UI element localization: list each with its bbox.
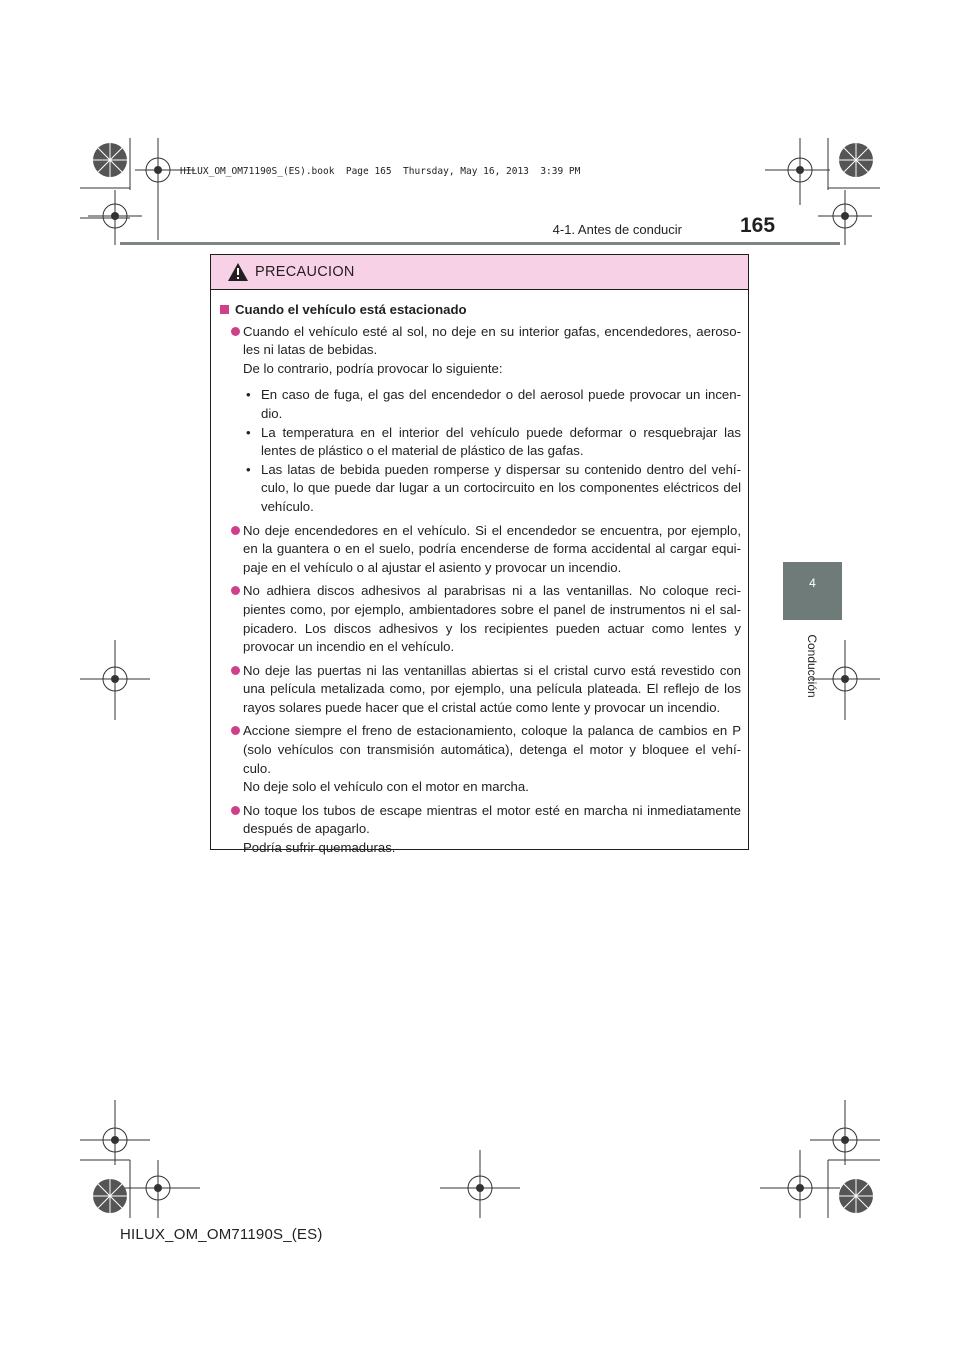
caution-subheading <box>220 301 741 320</box>
book-file-info: HILUX_OM_OM71190S_(ES).book Page 165 Thursday, May 16, 2013 3:39 PM <box>180 166 581 177</box>
caution-box <box>210 254 749 856</box>
caution-body <box>211 290 748 858</box>
sub-list-item: • En caso de fuga, el gas del encendedor o del aerosol puede provocar un incen- dio. <box>246 387 741 421</box>
chapter-tab <box>783 562 842 620</box>
caution-item <box>220 802 741 858</box>
caution-item <box>220 662 741 718</box>
chapter-number: 4 <box>809 576 816 590</box>
item-text: No deje encendedores en el vehículo. Si el encendedor se encuentra, por ejemplo, en la guantera o en el suelo, podría encenderse de forma accidental al cargar equi- paje en el vehículo o al ajustar el asiento y provocar un incendio. <box>243 522 741 575</box>
item-text: Accione siempre el freno de estacionamiento, coloque la palanca de cambios en P (solo vehículos con transmisión automática), detenga el motor y bloquee el vehí- culo. <box>243 723 741 776</box>
caution-header <box>211 255 748 290</box>
caution-item <box>220 323 741 517</box>
subheading-text: Cuando el vehículo está estacionado <box>235 302 467 317</box>
page-number: 165 <box>740 214 776 237</box>
round-bullet-icon <box>231 666 240 675</box>
warning-triangle-icon <box>227 262 249 282</box>
round-bullet-icon <box>231 806 240 815</box>
header-rule <box>120 242 840 245</box>
section-title: 4-1. Antes de conducir <box>552 222 682 237</box>
round-bullet-icon <box>231 726 240 735</box>
chapter-label: Conducción <box>805 634 819 698</box>
caution-item <box>220 522 741 578</box>
item-text: No toque los tubos de escape mientras el motor esté en marcha ni inmediatamente después de apagarlo. <box>243 802 741 837</box>
item-text: Podría sufrir quemaduras. <box>243 840 396 856</box>
item-text: No adhiera discos adhesivos al parabrisas ni a las ventanillas. No coloque reci- pientes como, por ejemplo, ambientadores sobre el panel de instrumentos ni el sal- picadero. Los discos adhesivos y los recipientes pueden actuar como lentes y provocar un incendio en el vehículo. <box>243 583 741 655</box>
round-bullet-icon <box>231 327 240 336</box>
item-text: Cuando el vehículo esté al sol, no deje en su interior gafas, encendedores, aeroso- les ni latas de bebidas. <box>243 323 741 358</box>
sub-item-text: La temperatura en el interior del vehículo puede deformar o resquebrajar las lentes de plástico o el material de plástico de las gafas. <box>261 424 741 459</box>
caution-item <box>220 722 741 796</box>
sub-list-item: • Las latas de bebida pueden romperse y dispersar su contenido dentro del vehí- culo, lo que puede dar lugar a un cortocircuito en los componentes eléctricos del vehículo. <box>246 461 741 514</box>
round-bullet-icon <box>231 526 240 535</box>
sub-item-text: En caso de fuga, el gas del encendedor o del aerosol puede provocar un incen- dio. <box>261 387 741 421</box>
square-bullet-icon <box>220 305 229 314</box>
sub-item-text: Las latas de bebida pueden romperse y dispersar su contenido dentro del vehí- culo, lo que puede dar lugar a un cortocircuito en los componentes eléctricos del vehículo. <box>261 461 741 514</box>
item-text: No deje las puertas ni las ventanillas abiertas si el cristal curvo está revestido con una película metalizada como, por ejemplo, una película plateada. El reflejo de los rayos solares puede hacer que el cristal actúe como lente y provocar un incendio. <box>243 662 741 715</box>
item-text: No deje solo el vehículo con el motor en marcha. <box>243 779 529 795</box>
caution-title: PRECAUCION <box>255 264 355 280</box>
round-bullet-icon <box>231 586 240 595</box>
item-text: De lo contrario, podría provocar lo siguiente: <box>243 360 503 376</box>
caution-item <box>220 582 741 656</box>
sub-list <box>243 386 741 516</box>
document-code: HILUX_OM_OM71190S_(ES) <box>120 1226 323 1243</box>
sub-list-item: • La temperatura en el interior del vehículo puede deformar o resquebrajar las lentes de plástico o el material de plástico de las gafas. <box>246 424 741 459</box>
